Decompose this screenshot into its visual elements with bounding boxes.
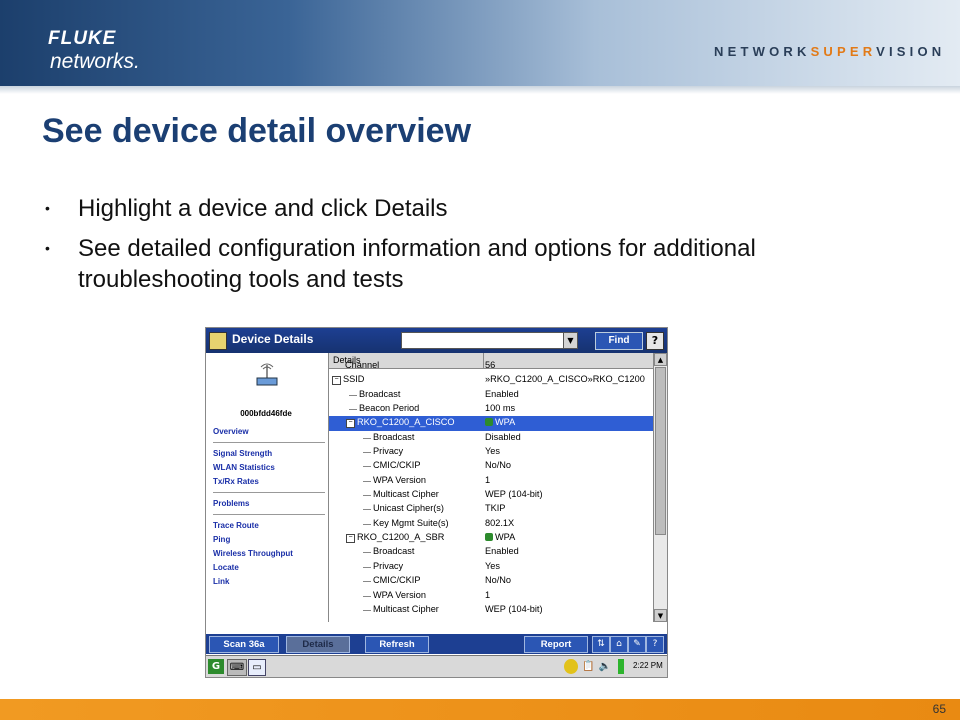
tree-row[interactable]	[329, 603, 653, 617]
nav-link[interactable]: Link	[213, 577, 230, 586]
bullet-dot-icon: •	[45, 240, 50, 256]
tree-connector	[363, 438, 371, 439]
bullet-item	[42, 233, 922, 295]
row-value	[485, 417, 515, 427]
tree-row[interactable]	[329, 560, 653, 574]
row-key: Channel	[345, 360, 380, 370]
row-key: SSID	[343, 374, 365, 385]
tagline-network: NETWORK	[714, 44, 811, 59]
bullet-text: See detailed configuration information and options for additional troubleshooting tools and tests	[78, 235, 756, 293]
tree-row[interactable]	[329, 359, 653, 373]
scroll-up-icon[interactable]: ▲	[654, 353, 667, 366]
row-value: TKIP	[485, 503, 506, 514]
find-button[interactable]: Find	[595, 332, 643, 350]
nav-divider	[213, 442, 325, 443]
row-key: WPA Version	[373, 474, 426, 485]
security-type: WPA	[495, 417, 516, 428]
tree-connector	[363, 596, 371, 597]
details-tree	[328, 353, 653, 622]
nav-trace-route[interactable]: Trace Route	[213, 521, 259, 530]
row-value: WEP (104-bit)	[485, 489, 543, 500]
bullet-list	[42, 193, 922, 304]
tree-row[interactable]	[329, 517, 653, 531]
tree-row[interactable]	[329, 574, 653, 588]
tree-row[interactable]	[329, 402, 653, 416]
tree-row[interactable]	[329, 589, 653, 603]
security-type: WPA	[495, 532, 516, 543]
row-key: Unicast Cipher(s)	[373, 503, 444, 514]
app-title: Device Details	[232, 332, 314, 346]
collapse-icon[interactable]: −	[346, 419, 355, 428]
tree-connector	[363, 524, 371, 525]
tree-row[interactable]	[329, 431, 653, 445]
header-divider	[0, 86, 960, 94]
nav-wlan-statistics[interactable]: WLAN Statistics	[213, 463, 275, 472]
row-key: RKO_C1200_A_SBR	[357, 532, 445, 543]
app-titlebar	[206, 328, 667, 353]
report-button[interactable]: Report	[524, 636, 588, 653]
help-icon[interactable]: ?	[646, 636, 664, 653]
row-key: Privacy	[373, 446, 404, 457]
footer-bar	[0, 699, 960, 720]
network-supervision-tagline	[714, 44, 945, 59]
slide-title: See device detail overview	[42, 112, 472, 150]
tree-connector	[363, 452, 371, 453]
row-value: No/No	[485, 575, 512, 586]
help-button[interactable]: ?	[646, 332, 664, 350]
tree-row[interactable]	[329, 488, 653, 502]
device-name: 000bfdd46fde	[240, 409, 292, 418]
nav-problems[interactable]: Problems	[213, 499, 250, 508]
tree-row[interactable]	[329, 531, 653, 545]
nav-divider	[213, 492, 325, 493]
sort-arrows-icon[interactable]: ⇅	[592, 636, 610, 653]
row-value	[485, 532, 515, 542]
tree-connector	[363, 495, 371, 496]
status-bar	[206, 655, 667, 678]
refresh-button[interactable]: Refresh	[365, 636, 429, 653]
nav-divider	[213, 514, 325, 515]
fluke-networks-logo	[48, 28, 140, 74]
row-key: Multicast Cipher	[373, 489, 439, 500]
row-value: 1	[485, 474, 491, 485]
details-button[interactable]: Details	[286, 636, 350, 653]
nav-signal-strength[interactable]: Signal Strength	[213, 449, 273, 458]
clipboard-icon[interactable]: 📋	[582, 661, 595, 672]
row-key: RKO_C1200_A_CISCO	[357, 417, 455, 428]
row-key: Multicast Cipher	[373, 603, 439, 614]
tree-connector	[363, 581, 371, 582]
tree-connector	[363, 552, 371, 553]
nav-overview[interactable]: Overview	[213, 427, 249, 436]
row-value: WEP (104-bit)	[485, 603, 543, 614]
row-value: Yes	[485, 446, 500, 457]
row-key: CMIC/CKIP	[373, 575, 421, 586]
tree-connector	[363, 466, 371, 467]
device-sidebar	[206, 353, 326, 634]
row-key: Key Mgmt Suite(s)	[373, 517, 449, 528]
logo-fluke-text: FLUKE	[48, 28, 117, 49]
row-value: »RKO_C1200_A_CISCO»RKO_C1200	[485, 374, 645, 385]
row-value: 100 ms	[485, 403, 516, 414]
row-key: Broadcast	[373, 546, 415, 557]
row-key: Beacon Period	[359, 403, 420, 414]
tree-row[interactable]	[329, 445, 653, 459]
status-light-icon	[564, 659, 578, 674]
row-value: Disabled	[485, 431, 521, 442]
lock-icon	[485, 418, 493, 426]
row-key: Privacy	[373, 560, 404, 571]
clock: 2:22 PM	[633, 661, 663, 670]
tree-row[interactable]	[329, 388, 653, 402]
home-icon[interactable]: ⌂	[610, 636, 628, 653]
nav-locate[interactable]: Locate	[213, 563, 239, 572]
scroll-thumb[interactable]	[655, 367, 666, 535]
collapse-icon[interactable]: −	[346, 534, 355, 543]
tree-row[interactable]	[329, 373, 653, 387]
row-key: WPA Version	[373, 589, 426, 600]
nav-ping[interactable]: Ping	[213, 535, 231, 544]
tree-connector	[363, 481, 371, 482]
bullet-dot-icon: •	[45, 200, 50, 216]
row-value: 1	[485, 589, 491, 600]
device-details-screenshot	[205, 327, 668, 678]
speaker-icon[interactable]: 🔈	[598, 661, 612, 672]
tree-row[interactable]	[329, 459, 653, 473]
tagline-super: SUPER	[810, 44, 877, 59]
battery-icon	[618, 659, 624, 674]
tree-row[interactable]	[329, 474, 653, 488]
vertical-scrollbar[interactable]	[653, 353, 667, 622]
access-point-icon	[253, 361, 281, 389]
row-key: Broadcast	[359, 388, 401, 399]
tools-icon[interactable]: ✎	[628, 636, 646, 653]
window-icon[interactable]: ▭	[248, 659, 266, 676]
row-value: Enabled	[485, 388, 519, 399]
details-header-label: Details	[333, 355, 361, 365]
start-icon[interactable]: G	[208, 659, 224, 674]
bullet-text: Highlight a device and click Details	[78, 195, 448, 222]
page-number: 65	[932, 702, 946, 716]
tree-connector	[349, 409, 357, 410]
row-value: 802.1X	[485, 517, 515, 528]
tagline-vision: VISION	[876, 44, 946, 59]
logo-networks-text: networks.	[50, 50, 140, 73]
row-value: Yes	[485, 560, 500, 571]
collapse-icon[interactable]: −	[332, 376, 341, 385]
bullet-item	[42, 193, 922, 224]
tree-connector	[363, 567, 371, 568]
tree-row-selected[interactable]	[329, 416, 653, 430]
tree-connector	[363, 509, 371, 510]
row-value: 56	[485, 360, 496, 370]
keyboard-icon[interactable]: ⌨	[227, 659, 247, 676]
tree-row[interactable]	[329, 502, 653, 516]
find-input[interactable]	[401, 332, 578, 349]
tree-connector	[349, 395, 357, 396]
lock-icon	[485, 533, 493, 541]
dropdown-arrow-icon[interactable]: ▼	[563, 333, 577, 348]
tree-connector	[363, 610, 371, 611]
row-key: CMIC/CKIP	[373, 460, 421, 471]
nav-wireless-throughput[interactable]: Wireless Throughput	[213, 549, 293, 558]
bottom-toolbar	[206, 634, 667, 654]
tree-row[interactable]	[329, 545, 653, 559]
side-nav	[213, 425, 325, 589]
app-menu-icon[interactable]	[209, 332, 227, 350]
scroll-down-icon[interactable]: ▼	[654, 609, 667, 622]
scan-button[interactable]: Scan 36a	[209, 636, 279, 653]
row-key: Broadcast	[373, 431, 415, 442]
row-value: No/No	[485, 460, 512, 471]
nav-txrx-rates[interactable]: Tx/Rx Rates	[213, 477, 259, 486]
row-value: Enabled	[485, 546, 519, 557]
slide-header	[0, 0, 960, 86]
